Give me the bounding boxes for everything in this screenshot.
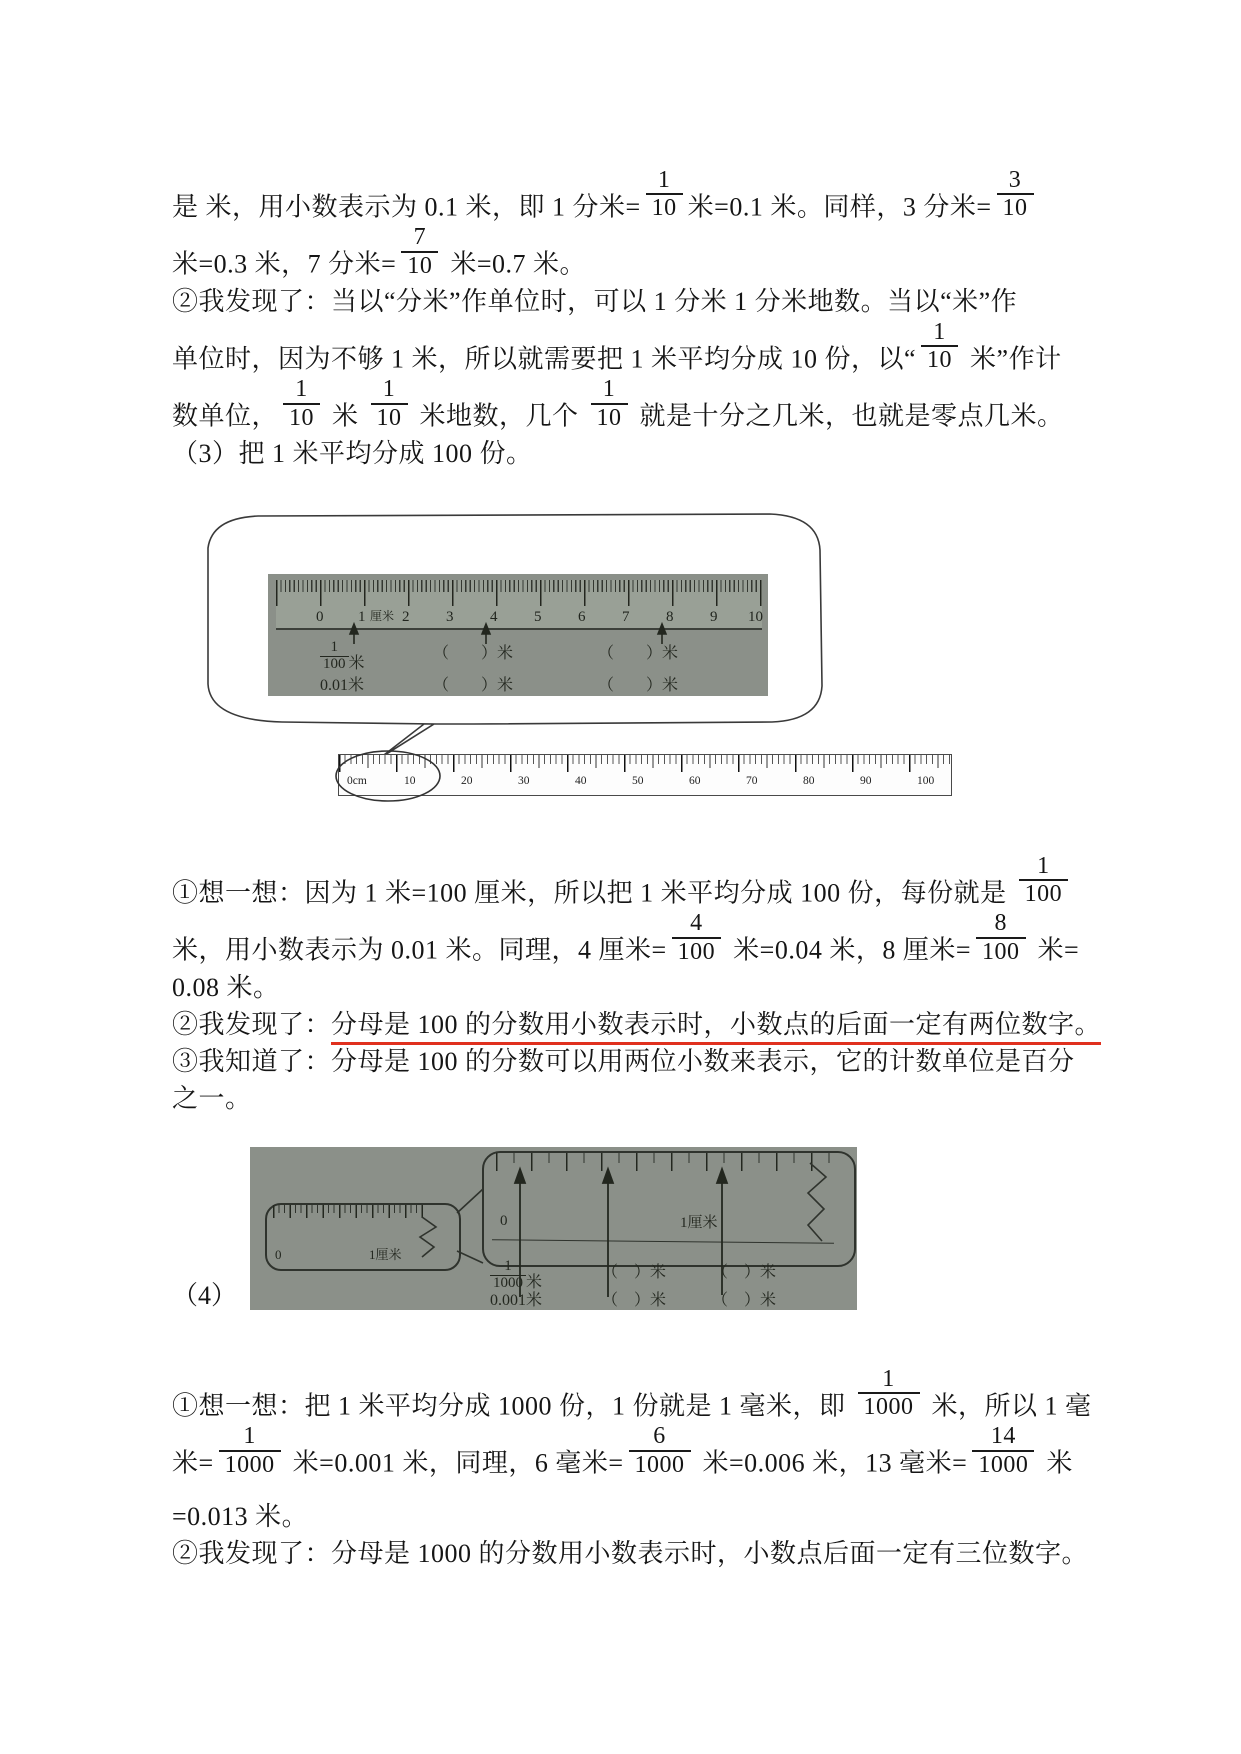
ruler-number-label: 3 [446,608,454,625]
fraction-numerator: 1 [382,376,396,403]
blank-meter-label: （ ）米 [712,1263,777,1281]
text-line [172,1498,1181,1535]
text-line [172,320,1181,377]
blank-meter-label: （ ）米 [598,676,679,694]
fraction-numerator: 4 [690,910,703,937]
fraction-denominator: 100 [976,937,1026,964]
paragraph-group-1 [172,168,1181,472]
text-line [172,1080,1181,1117]
decimal-meter-label: 0.001米 [490,1291,543,1309]
fraction-denominator: 10 [921,345,958,372]
fraction [997,168,1034,221]
red-underlined-text: 分母是 100 的分数用小数表示时，小数点的后面一定有两位数字。 [331,1010,1101,1045]
up-arrow-icon [350,624,358,634]
callout-connector-line [457,1189,483,1213]
text-segment: 米= [172,1448,214,1478]
text-segment: 米”作计 [963,344,1062,374]
ruler-scale-label: 60 [689,774,701,787]
fraction-numerator: 1 [243,1423,256,1450]
text-segment: 米=0.3 米，7 分米= [172,249,397,279]
fraction [401,225,438,278]
fraction-denominator: 10 [371,403,408,430]
text-segment: 米=0.001 米，同理，6 毫米= [285,1448,624,1478]
fraction-denominator: 10 [283,403,320,430]
text-line [172,168,1181,225]
text-line [172,1424,1181,1481]
fraction-numerator: 1 [602,376,616,403]
ruler-number-label: 5 [534,608,542,625]
fraction [976,911,1026,964]
text-segment: 之一。 [172,1083,252,1113]
text-segment: 米=0.04 米，8 厘米= [726,935,971,965]
fraction-numerator: 14 [990,1423,1016,1450]
fraction [921,320,958,373]
fraction [371,377,408,430]
ruler-number-label: 1 [358,608,366,625]
decimal-label-row [250,1287,857,1309]
fraction-denominator: 10 [646,193,683,220]
blank-meter-label: （ ）米 [602,1291,667,1309]
ruler-number-label: 2 [402,608,410,625]
break-zigzag-icon [808,1163,826,1241]
ruler-scale-label: 80 [803,774,815,787]
text-segment: ③我知道了：分母是 100 的分数可以用两位小数来表示，它的计数单位是百分 [172,1046,1075,1076]
fraction [219,1424,281,1477]
text-line [172,1043,1181,1080]
text-segment: 米= [1030,935,1080,965]
fraction-1-1000: $\frac{1}{1000}$ [490,1259,526,1292]
up-arrow-icon [515,1169,525,1183]
text-segment: ①想一想：把 1 米平均分成 1000 份，1 份就是 1 毫米，即 [172,1391,853,1421]
zoom-ellipse [332,748,444,804]
ruler-number-label: 0 [316,608,324,625]
fraction-numerator: 3 [1008,167,1022,193]
text-line [172,225,1181,282]
fraction-numerator: 1 [882,1365,895,1392]
ruler-number-label: 9 [710,608,718,625]
ruler-scale-label: 90 [860,774,872,787]
decimal-meter-label: 0.01米 [320,676,365,694]
fraction-numerator: 7 [413,224,427,251]
text-line [172,377,1181,434]
ruler-scale-label: 30 [518,774,530,787]
fraction-denominator: 10 [997,193,1034,220]
fraction-numerator: 6 [653,1423,666,1450]
fraction-numerator: 1 [657,167,671,193]
fraction-numerator: 1 [295,376,308,403]
text-segment: =0.013 米。 [172,1501,309,1531]
ruler-cm-label: 1厘米 [680,1214,718,1231]
fraction [283,377,320,430]
text-line [172,1367,1181,1424]
text-line [172,435,1181,472]
paragraph-group-2 [172,854,1181,1117]
blank-meter-label: （ ）米 [433,644,514,662]
text-segment: 0.08 米。 [172,972,280,1002]
text-line [172,911,1181,968]
fraction-denominator: 1000 [858,1392,920,1419]
blank-meter-label: （ ）米 [602,1263,667,1281]
fraction [646,168,683,221]
break-zigzag-icon [420,1217,436,1257]
ruler-photo [268,574,768,696]
text-line [172,1006,1181,1043]
text-segment: 数单位， [172,401,279,431]
fraction-denominator: 1000 [629,1450,691,1477]
ruler-photo [250,1147,857,1310]
item-4-caption: （4） [172,1280,238,1310]
fraction [591,377,628,430]
ruler-number-label: 厘米 [370,608,395,623]
text-segment: 是 米，用小数表示为 0.1 米，即 1 分米= [172,192,641,222]
fraction [672,911,722,964]
up-arrow-icon [717,1169,727,1183]
ruler-scale-label: 100 [917,774,935,787]
ruler-scale-label: 20 [461,774,473,787]
text-segment: 米地数，几个 [412,401,586,431]
ruler-scale-label: 40 [575,774,587,787]
text-segment: 米 [1039,1448,1073,1478]
text-line [172,283,1181,320]
text-segment: ①想一想：因为 1 米=100 厘米，所以把 1 米平均分成 100 份，每份就是 [172,878,1014,908]
fraction-numerator: 8 [994,910,1007,937]
fraction-denominator: 100 [672,937,722,964]
text-segment: 米，所以 1 毫 [924,1391,1092,1421]
fraction [858,1367,920,1420]
figure-2-meter-divided-1000 [172,1147,1181,1327]
up-arrow-icon [482,624,490,634]
blank-meter-label: （ ）米 [712,1291,777,1309]
paragraph-group-3 [172,1367,1181,1572]
unit-label: 米 [348,654,365,672]
text-line [172,969,1181,1006]
fraction-numerator: 1 [933,318,946,345]
ruler-zero-label: 0 [500,1212,508,1229]
text-segment: 米 [325,401,366,431]
ruler-number-label: 10 [748,608,763,625]
text-segment: 单位时，因为不够 1 米，所以就需要把 1 米平均分成 10 份，以“ [172,344,917,374]
up-arrow-icon [658,624,666,634]
fraction-denominator: 1000 [972,1450,1034,1477]
ruler-number-label: 7 [622,608,630,625]
blank-meter-label: （ ）米 [598,644,679,662]
fraction-label-row [250,1259,857,1289]
unit-label: 米 [526,1273,543,1291]
text-segment: 米，用小数表示为 0.01 米。同理，4 厘米= [172,935,667,965]
text-segment: 就是十分之几米，也就是零点几米。 [632,401,1064,431]
text-segment: 米=0.006 米，13 毫米= [695,1448,968,1478]
text-segment: ②我发现了：当以“分米”作单位时，可以 1 分米 1 分米地数。当以“米”作 [172,286,1018,316]
ruler-cm-label: 1厘米 [369,1246,402,1262]
ruler-number-label: 4 [490,608,498,625]
ruler-zero-label: 0 [275,1246,282,1262]
fraction-denominator: 10 [401,251,438,278]
text-line [172,1535,1181,1572]
ruler-scale-label: 10 [404,774,416,787]
ruler-scale-label: 0cm [347,774,367,787]
fraction-1-100: $\frac{1}{100}$ [320,640,349,673]
pointer-arrows [268,574,768,696]
fraction [972,1424,1034,1477]
fraction-numerator: 1 [1037,852,1050,879]
fraction [629,1424,691,1477]
fraction [1019,854,1069,907]
up-arrow-icon [603,1169,613,1183]
text-line [172,854,1181,911]
text-segment: 米=0.7 米。 [443,249,586,279]
text-segment: （3）把 1 米平均分成 100 份。 [172,438,533,468]
text-segment: ②我发现了：分母是 1000 的分数用小数表示时，小数点后面一定有三位数字。 [172,1538,1089,1568]
fraction-denominator: 10 [591,403,628,430]
text-segment: 米=0.1 米。同样，3 分米= [687,192,992,222]
ruler-number-label: 8 [666,608,674,625]
ruler-number-label: 6 [578,608,586,625]
figure-1-meter-divided-100 [172,502,1181,802]
ruler-scale-label: 70 [746,774,758,787]
blank-meter-label: （ ）米 [433,676,514,694]
ruler-scale-label: 50 [632,774,644,787]
fraction-denominator: 1000 [219,1450,281,1477]
fraction-denominator: 100 [1019,879,1069,906]
text-segment: ②我发现了： [172,1009,332,1039]
